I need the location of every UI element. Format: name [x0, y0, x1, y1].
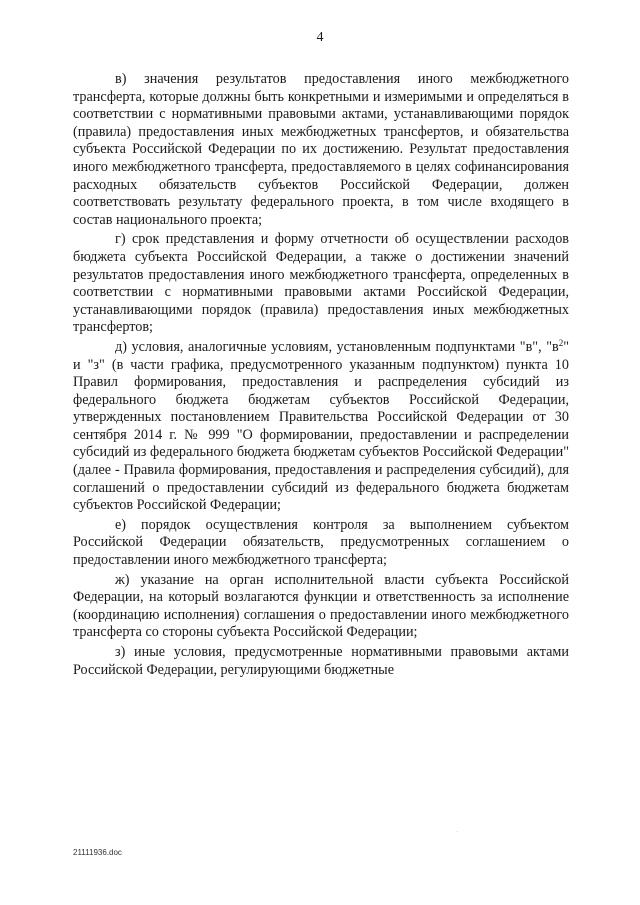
paragraph-d-text-end: " и "з" (в части графика, предусмотренного указанным подпунктом) пункта 10 Правил формирования, предоставления и распределения субсидий из федерального бюджета бюджетам субъектов Российской Федерации, утвержденных постановлением Правительства Российской Федерации от 30 сентября 2014 г. № 999 "О формировании, предоставлении и распределении субсидий из федерального бюджета бюджетам субъектов Российской Федерации" (далее - Правила формирования, предоставления и распределения субсидий), для соглашений о предоставлении субсидий из федерального бюджета бюджетам субъектов Российской Федерации; [73, 338, 569, 514]
superscript-index: 2 [558, 337, 564, 348]
paragraph-v: в) значения результатов предоставления иного межбюджетного трансферта, которые должны быть конкретными и измеримыми и определяться в соответствии с нормативными правовыми актами, устанавливающими порядок (правила) предоставления иных межбюджетных трансфертов, и обязательства субъекта Российской Федерации по их достижению. Результат предоставления иного межбюджетного трансферта, предоставляемого в целях софинансирования расходных обязательств субъектов Российской Федерации, должен соответствовать результату федерального проекта, в том числе входящего в состав национального проекта; [73, 71, 569, 228]
paragraph-g: г) срок представления и форму отчетности об осуществлении расходов бюджета субъекта Российской Федерации, а также о достижении значений результатов предоставления иного межбюджетного трансферта, определенных в соответствии с нормативными правовыми актами Российской Федерации, устанавливающими порядок (правила) предоставления иных межбюджетных трансфертов; [73, 231, 569, 336]
paragraph-e: е) порядок осуществления контроля за выполнением субъектом Российской Федерации обязательств, предусмотренных соглашением о предоставлении иного межбюджетного трансферта; [73, 516, 569, 569]
footer-filename: 21111936.doc [73, 848, 122, 857]
paragraph-z: з) иные условия, предусмотренные нормативными правовыми актами Российской Федерации, регулирующими бюджетные [73, 644, 569, 678]
paragraph-d-text-start: д) условия, аналогичные условиям, установленным подпунктами "в", "в [115, 338, 559, 355]
scan-mark: · [456, 828, 459, 836]
page-number: 4 [316, 30, 324, 45]
paragraph-zh: ж) указание на орган исполнительной власти субъекта Российской Федерации, на который возлагаются функции и ответственность за исполнение (координацию исполнения) соглашения о предоставлении иного межбюджетного трансферта со стороны субъекта Российской Федерации; [73, 571, 569, 641]
paragraph-d [73, 339, 569, 515]
document-body [73, 71, 569, 679]
